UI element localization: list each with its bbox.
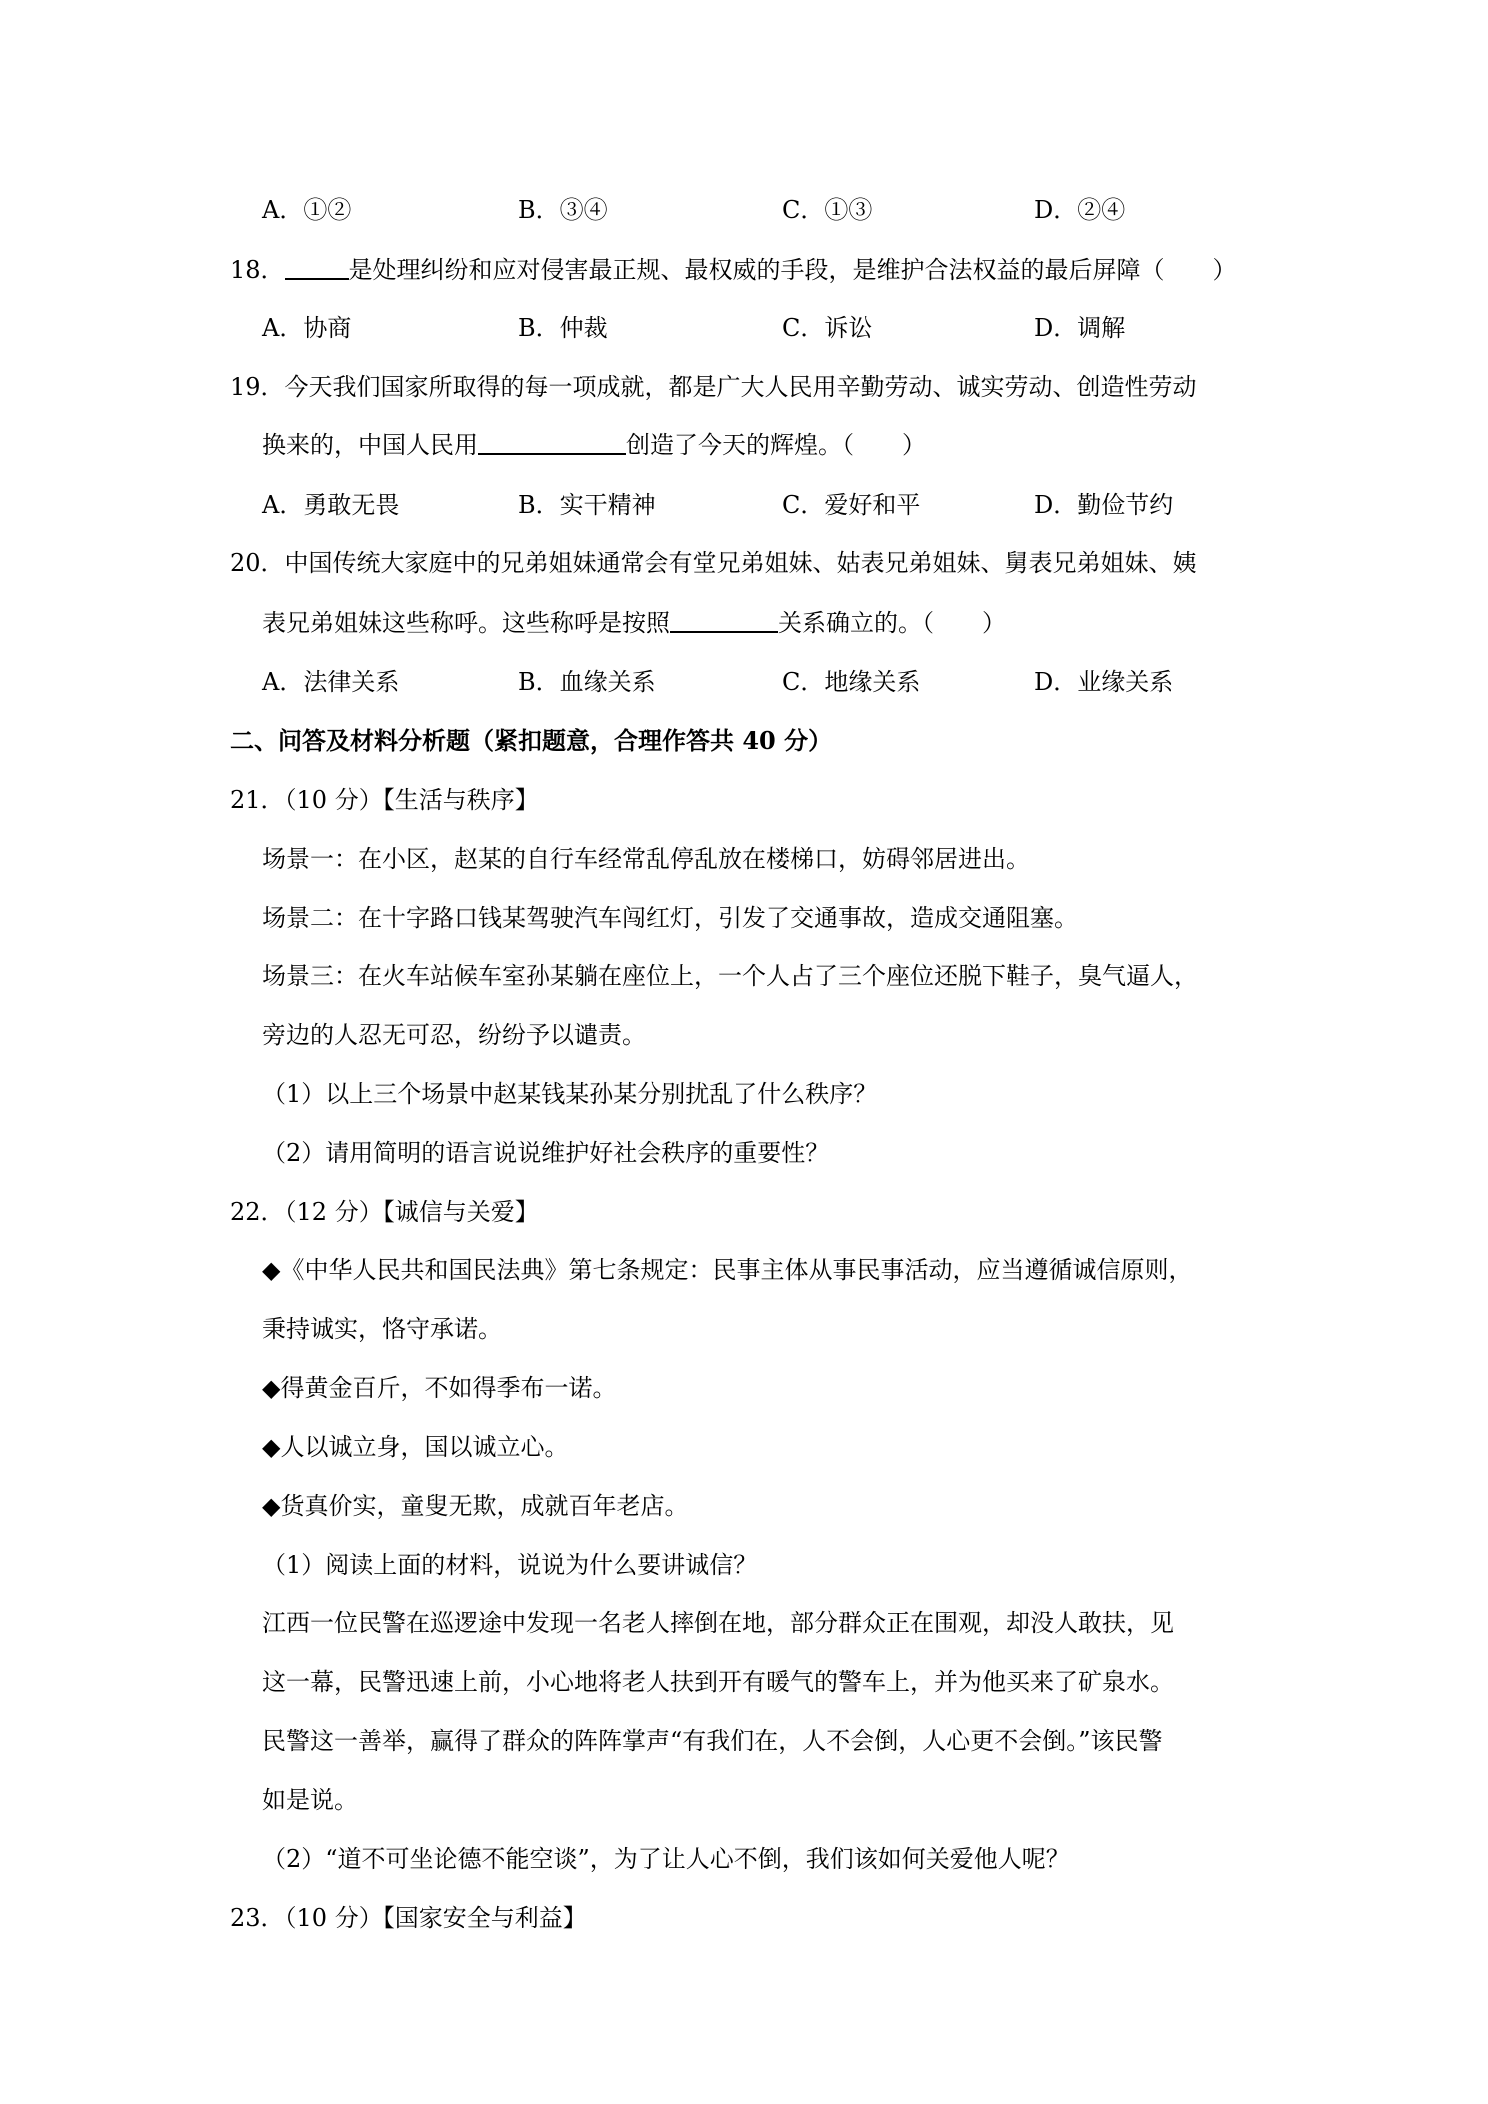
q21-scene-1: 场景一：在小区，赵某的自行车经常乱停乱放在楼梯口，妨碍邻居进出。 xyxy=(262,845,1030,873)
q20-line-2 xyxy=(262,607,1006,639)
q22-paragraph-line-2: 这一幕，民警迅速上前，小心地将老人扶到开有暖气的警车上，并为他买来了矿泉水。 xyxy=(262,1668,1174,1696)
q22-material-2: ◆得黄金百斤，不如得季布一诺。 xyxy=(262,1374,617,1402)
q21-scene-3-line-2: 旁边的人忍无可忍，纷纷予以谴责。 xyxy=(262,1021,646,1049)
q20-line-1: 20．中国传统大家庭中的兄弟姐妹通常会有堂兄弟姐妹、姑表兄弟姐妹、舅表兄弟姐妹、姨 xyxy=(230,549,1197,577)
q19-option-a: A．勇敢无畏 xyxy=(262,491,400,519)
q20-option-d: D．业缘关系 xyxy=(1034,668,1174,696)
q21-subquestion-2: （2）请用简明的语言说说维护好社会秩序的重要性？ xyxy=(262,1139,830,1167)
q22-paragraph-line-4: 如是说。 xyxy=(262,1786,358,1814)
q17-option-b: B．③④ xyxy=(518,196,608,224)
q19-line-2-pre: 换来的，中国人民用 xyxy=(262,431,478,459)
answer-blank xyxy=(670,609,778,633)
q21-scene-3-line-1: 场景三：在火车站候车室孙某躺在座位上，一个人占了三个座位还脱下鞋子，臭气逼人， xyxy=(262,962,1198,990)
q20-option-a: A．法律关系 xyxy=(262,668,400,696)
q22-material-1-line-1: ◆《中华人民共和国民法典》第七条规定：民事主体从事民事活动，应当遵循诚信原则， xyxy=(262,1256,1193,1284)
q19-line-1: 19．今天我们国家所取得的每一项成就，都是广大人民用辛勤劳动、诚实劳动、创造性劳动 xyxy=(230,373,1197,401)
q21-heading: 21．（10 分）【生活与秩序】 xyxy=(230,786,539,814)
q18-option-b: B．仲裁 xyxy=(518,314,608,342)
section-heading: 二、问答及材料分析题（紧扣题意，合理作答共 40 分） xyxy=(230,726,833,755)
q21-subquestion-1: （1）以上三个场景中赵某钱某孙某分别扰乱了什么秩序？ xyxy=(262,1080,878,1108)
q22-material-3: ◆人以诚立身，国以诚立心。 xyxy=(262,1433,569,1461)
q18-number: 18． xyxy=(230,256,285,284)
q19-option-c: C．爱好和平 xyxy=(782,491,921,519)
answer-blank xyxy=(285,256,349,280)
q20-option-b: B．血缘关系 xyxy=(518,668,656,696)
q22-subquestion-1: （1）阅读上面的材料，说说为什么要讲诚信？ xyxy=(262,1551,758,1579)
q17-option-a: A．①② xyxy=(262,196,352,224)
q18-option-a: A．协商 xyxy=(262,314,352,342)
q22-material-1-line-2: 秉持诚实，恪守承诺。 xyxy=(262,1315,502,1343)
q19-option-b: B．实干精神 xyxy=(518,491,656,519)
q22-paragraph-line-1: 江西一位民警在巡逻途中发现一名老人摔倒在地，部分群众正在围观，却没人敢扶，见 xyxy=(262,1609,1174,1637)
q23-heading: 23．（10 分）【国家安全与利益】 xyxy=(230,1904,587,1932)
answer-blank xyxy=(478,431,626,455)
q17-option-d: D．②④ xyxy=(1034,196,1126,224)
q18-stem-text: 是处理纠纷和应对侵害最正规、最权威的手段，是维护合法权益的最后屏障（ ） xyxy=(348,256,1237,284)
q22-material-4: ◆货真价实，童叟无欺，成就百年老店。 xyxy=(262,1492,689,1520)
q19-option-d: D．勤俭节约 xyxy=(1034,491,1174,519)
q21-scene-2: 场景二：在十字路口钱某驾驶汽车闯红灯，引发了交通事故，造成交通阻塞。 xyxy=(262,904,1078,932)
q17-option-c: C．①③ xyxy=(782,196,873,224)
q19-line-2-post: 创造了今天的辉煌。（ ） xyxy=(626,431,926,459)
q20-line-2-post: 关系确立的。（ ） xyxy=(778,609,1006,637)
q18-option-d: D．调解 xyxy=(1034,314,1126,342)
q18-option-c: C．诉讼 xyxy=(782,314,873,342)
q20-line-2-pre: 表兄弟姐妹这些称呼。这些称呼是按照 xyxy=(262,609,670,637)
q20-option-c: C．地缘关系 xyxy=(782,668,921,696)
q19-line-2 xyxy=(262,429,926,461)
q18-stem xyxy=(230,254,1237,286)
q22-paragraph-line-3: 民警这一善举，赢得了群众的阵阵掌声“有我们在，人不会倒，人心更不会倒。”该民警 xyxy=(262,1727,1163,1755)
q22-heading: 22．（12 分）【诚信与关爱】 xyxy=(230,1198,539,1226)
q22-subquestion-2: （2）“道不可坐论德不能空谈”，为了让人心不倒，我们该如何关爱他人呢？ xyxy=(262,1845,1070,1873)
